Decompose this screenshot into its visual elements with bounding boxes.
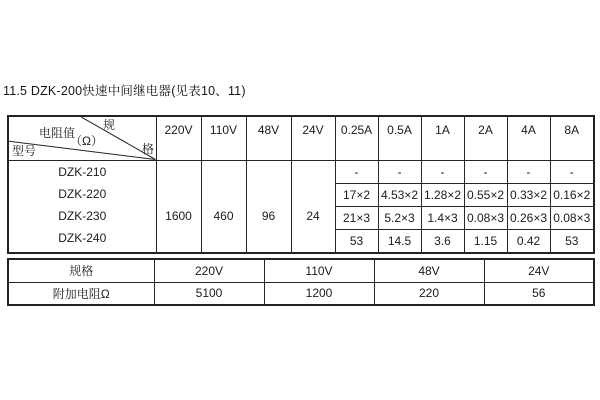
corner-model-label: 型号	[12, 144, 37, 158]
current-resistance-cell: 0.42	[507, 229, 550, 253]
current-resistance-cell: -	[464, 160, 507, 183]
current-resistance-cell: 4.53×2	[378, 183, 421, 206]
current-resistance-cell: 0.08×3	[464, 206, 507, 229]
current-resistance-cell: 0.33×2	[507, 183, 550, 206]
additional-resistance-value: 56	[484, 282, 594, 305]
current-resistance-cell: -	[507, 160, 550, 183]
column-header-2a: 2A	[464, 116, 507, 160]
diagonal-header-cell	[8, 116, 156, 160]
spec-voltage-cell: 220V	[154, 259, 264, 282]
table-row	[8, 160, 594, 183]
column-header-1a: 1A	[421, 116, 464, 160]
current-resistance-cell: 3.6	[421, 229, 464, 253]
model-name: DZK-240	[58, 230, 107, 245]
current-resistance-cell: 53	[335, 229, 378, 253]
current-resistance-cell: -	[421, 160, 464, 183]
current-resistance-cell: 0.26×3	[507, 206, 550, 229]
additional-resistance-table	[7, 258, 595, 306]
model-list-cell	[8, 160, 156, 253]
current-resistance-cell: 1.15	[464, 229, 507, 253]
voltage-resistance-cell: 96	[246, 160, 291, 253]
current-resistance-cell: 0.16×2	[550, 183, 594, 206]
model-name: DZK-210	[58, 164, 107, 179]
corner-spec-label-char1: 规	[103, 118, 116, 132]
additional-resistance-value: 5100	[154, 282, 264, 305]
additional-resistance-value: 220	[374, 282, 484, 305]
current-resistance-cell: 14.5	[378, 229, 421, 253]
column-header-025a: 0.25A	[335, 116, 378, 160]
current-resistance-cell: 5.2×3	[378, 206, 421, 229]
current-resistance-cell: 1.28×2	[421, 183, 464, 206]
corner-unit-label: （Ω）	[70, 134, 103, 148]
current-resistance-cell: -	[335, 160, 378, 183]
voltage-resistance-cell: 1600	[156, 160, 201, 253]
column-header-4a: 4A	[507, 116, 550, 160]
column-header-05a: 0.5A	[378, 116, 421, 160]
current-resistance-cell: 17×2	[335, 183, 378, 206]
additional-resistance-value: 1200	[264, 282, 374, 305]
spec-voltage-cell: 48V	[374, 259, 484, 282]
model-name: DZK-220	[58, 186, 107, 201]
current-resistance-cell: 0.55×2	[464, 183, 507, 206]
resistance-table	[7, 115, 595, 254]
additional-resistance-label: 附加电阻Ω	[8, 282, 154, 305]
current-resistance-cell: -	[550, 160, 594, 183]
current-resistance-cell: 53	[550, 229, 594, 253]
voltage-resistance-cell: 460	[201, 160, 246, 253]
current-resistance-cell: 21×3	[335, 206, 378, 229]
current-resistance-cell: 1.4×3	[421, 206, 464, 229]
column-header-24v: 24V	[291, 116, 335, 160]
current-resistance-cell: 0.08×3	[550, 206, 594, 229]
section-title: 11.5 DZK-200快速中间继电器(见表10、11)	[3, 84, 246, 98]
column-header-48v: 48V	[246, 116, 291, 160]
corner-center-label: 电阻值	[39, 126, 76, 140]
column-header-8a: 8A	[550, 116, 594, 160]
spec-label-cell: 规格	[8, 259, 154, 282]
spec-value-row	[8, 282, 594, 305]
spec-voltage-cell: 110V	[264, 259, 374, 282]
column-header-220v: 220V	[156, 116, 201, 160]
model-name: DZK-230	[58, 208, 107, 223]
spec-header-row	[8, 259, 594, 282]
column-header-110v: 110V	[201, 116, 246, 160]
header-row	[8, 116, 594, 160]
spec-voltage-cell: 24V	[484, 259, 594, 282]
voltage-resistance-cell: 24	[291, 160, 335, 253]
current-resistance-cell: -	[378, 160, 421, 183]
corner-spec-label-char2: 格	[142, 142, 155, 156]
